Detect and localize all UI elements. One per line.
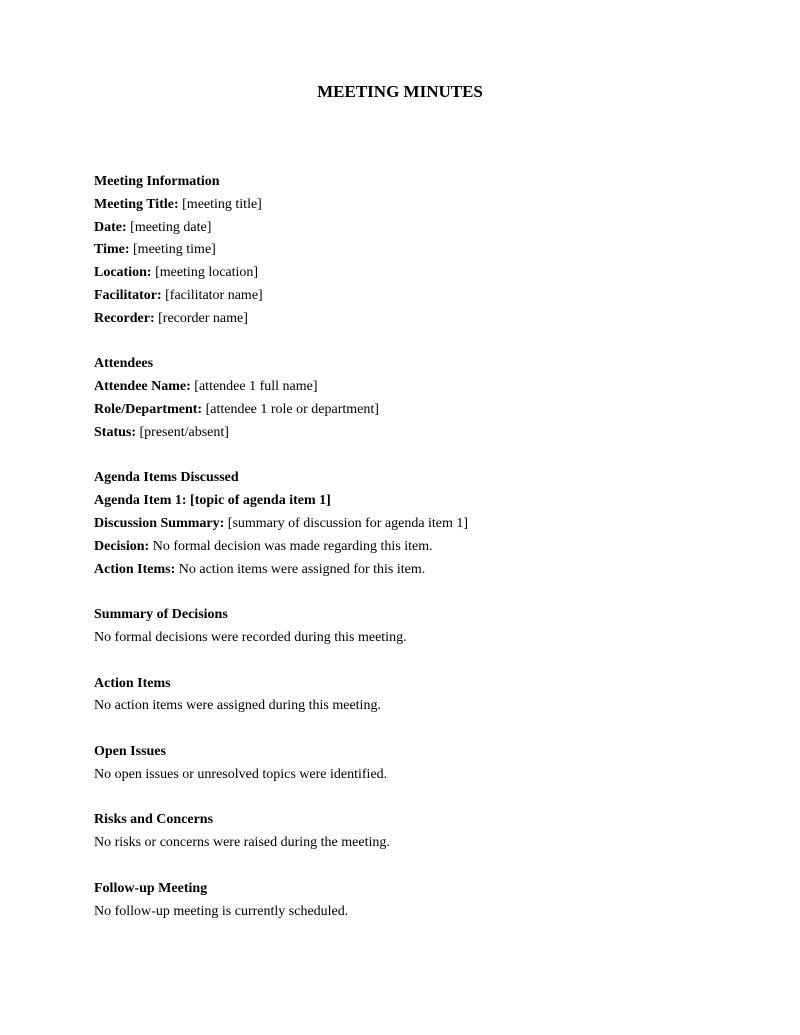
follow-up-text: No follow-up meeting is currently scheduled. [94,903,349,919]
risks-text: No risks or concerns were raised during the meeting. [94,835,390,851]
location-row [94,262,714,285]
date-value: [meeting date] [130,219,212,235]
facilitator-label: Facilitator: [94,287,162,303]
attendee-status-row [94,422,714,445]
meeting-title-row [94,194,714,217]
meeting-information-section [94,171,714,331]
recorder-row [94,308,714,331]
summary-of-decisions-heading: Summary of Decisions [94,607,228,623]
attendee-status-value: [present/absent] [139,424,229,440]
agenda-item-title: Agenda Item 1: [topic of agenda item 1] [94,493,331,509]
agenda-action-items-row [94,559,714,582]
meeting-title-value: [meeting title] [182,196,262,212]
facilitator-row [94,285,714,308]
decision-value: No formal decision was made regarding this item. [152,538,433,554]
attendee-status-label: Status: [94,424,137,440]
spacer [94,787,714,810]
open-issues-text: No open issues or unresolved topics were identified. [94,766,388,782]
date-row [94,217,714,240]
time-label: Time: [94,242,130,258]
follow-up-heading: Follow-up Meeting [94,880,208,896]
discussion-summary-row [94,513,714,536]
action-items-section [94,673,714,719]
follow-up-section [94,878,714,924]
agenda-action-items-value: No action items were assigned for this item. [178,561,426,577]
open-issues-heading: Open Issues [94,743,166,759]
date-label: Date: [94,219,127,235]
decision-row [94,536,714,559]
attendee-role-value: [attendee 1 role or department] [205,401,379,417]
time-value: [meeting time] [133,242,216,258]
agenda-heading: Agenda Items Discussed [94,470,239,486]
meeting-information-heading: Meeting Information [94,174,220,189]
meeting-title-label: Meeting Title: [94,196,179,212]
open-issues-section [94,741,714,787]
discussion-summary-value: [summary of discussion for agenda item 1] [227,515,469,531]
agenda-action-items-label: Action Items: [94,561,176,577]
risks-heading: Risks and Concerns [94,812,214,828]
agenda-section [94,467,714,581]
spacer [94,445,714,468]
spacer [94,581,714,604]
summary-of-decisions-section [94,604,714,650]
summary-of-decisions-text: No formal decisions were recorded during this meeting. [94,629,407,645]
attendee-name-label: Attendee Name: [94,379,191,395]
attendees-section [94,353,714,444]
attendee-name-value: [attendee 1 full name] [194,379,318,395]
location-label: Location: [94,265,152,281]
attendee-name-row [94,376,714,399]
recorder-label: Recorder: [94,310,155,326]
decision-label: Decision: [94,538,150,554]
discussion-summary-label: Discussion Summary: [94,515,225,531]
location-value: [meeting location] [155,265,259,281]
spacer [94,855,714,878]
attendee-role-row [94,399,714,422]
recorder-value: [recorder name] [158,310,248,326]
document-title: MEETING MINUTES [317,82,483,101]
spacer [94,718,714,741]
spacer [94,650,714,673]
action-items-text: No action items were assigned during this meeting. [94,698,381,714]
spacer [94,331,714,354]
facilitator-value: [facilitator name] [165,287,263,303]
risks-section [94,809,714,855]
document-body [94,171,714,923]
time-row [94,239,714,262]
attendees-heading: Attendees [94,356,154,372]
attendee-role-label: Role/Department: [94,401,203,417]
action-items-heading: Action Items [94,675,171,691]
